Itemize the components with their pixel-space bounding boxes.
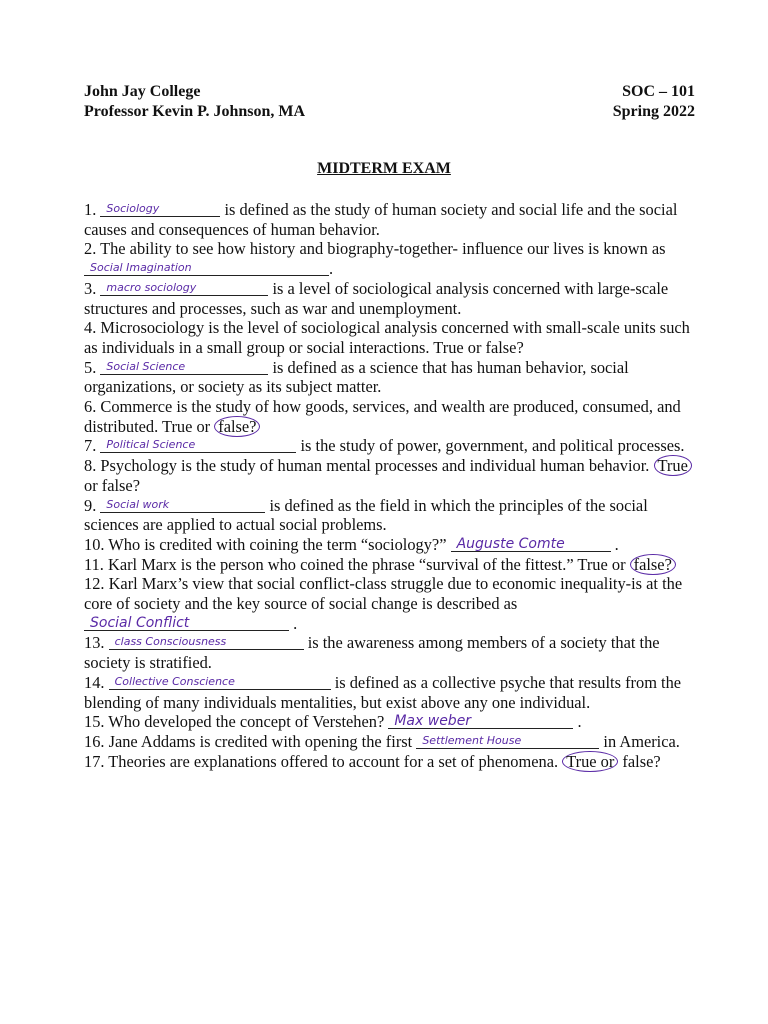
professor-name: Professor Kevin P. Johnson, MA xyxy=(84,103,306,120)
question-6: 6. Commerce is the study of how goods, services, and wealth are produced, consumed, and distributed. True or false? xyxy=(84,397,681,436)
answer-blank-15[interactable] xyxy=(388,712,573,729)
handwritten-answer-3: macro sociology xyxy=(106,280,197,294)
question-list xyxy=(84,200,694,771)
question-5: 5. Social Science is defined as a science that has human behavior, social organizations, or society as its subject matter. xyxy=(84,357,629,397)
term: Spring 2022 xyxy=(612,103,695,120)
course-code: SOC – 101 xyxy=(622,83,695,100)
answer-blank-5[interactable] xyxy=(100,358,268,375)
circled-answer-17[interactable]: True or xyxy=(562,751,618,772)
handwritten-answer-7: Political Science xyxy=(106,438,196,452)
question-7: 7. Political Science is the study of power, government, and political processes. xyxy=(84,436,685,456)
question-8: 8. Psychology is the study of human mental processes and individual human behavior. True or false? xyxy=(84,456,694,495)
handwritten-answer-2: Social Imagination xyxy=(90,261,192,275)
handwritten-answer-1: Sociology xyxy=(106,202,160,215)
header-right xyxy=(613,82,695,122)
answer-blank-12[interactable] xyxy=(84,614,289,631)
question-10: 10. Who is credited with coining the term “sociology?” Auguste Comte . xyxy=(84,534,619,554)
college-name: John Jay College xyxy=(84,83,201,100)
answer-blank-14[interactable] xyxy=(109,673,331,690)
handwritten-answer-16: Settlement House xyxy=(422,733,522,747)
answer-blank-9[interactable] xyxy=(100,496,265,513)
question-17: 17. Theories are explanations offered to account for a set of phenomena. True or false? xyxy=(84,751,661,771)
handwritten-answer-9: Social work xyxy=(106,497,170,511)
question-12: 12. Karl Marx’s view that social conflict-class struggle due to economic inequality-is at the core of society and the key source of social change is described as Social Conflict . xyxy=(84,574,683,633)
handwritten-answer-5: Social Science xyxy=(106,359,186,373)
handwritten-answer-15: Max weber xyxy=(394,713,472,730)
answer-blank-16[interactable] xyxy=(416,732,599,749)
circled-answer-11[interactable]: false? xyxy=(630,554,676,575)
question-3: 3. macro sociology is a level of sociological analysis concerned with large-scale structures and processes, such as war and unemployment. xyxy=(84,278,669,318)
answer-blank-10[interactable] xyxy=(451,535,611,552)
answer-blank-13[interactable] xyxy=(109,633,304,650)
question-9: 9. Social work is defined as the field in which the principles of the social sciences are applied to actual social problems. xyxy=(84,495,648,535)
answer-blank-3[interactable] xyxy=(100,279,268,296)
question-14: 14. Collective Conscience is defined as a collective psyche that results from the blending of many individuals mentalities, but exist above any one individual. xyxy=(84,672,682,712)
question-15: 15. Who developed the concept of Verstehen? Max weber . xyxy=(84,712,582,732)
answer-blank-7[interactable] xyxy=(100,436,296,453)
question-4: 4. Microsociology is the level of sociological analysis concerned with small-scale units such as individuals in a small group or social interactions. True or false? xyxy=(84,318,690,357)
exam-title: MIDTERM EXAM xyxy=(317,160,451,177)
header-left xyxy=(84,82,305,122)
handwritten-answer-14: Collective Conscience xyxy=(114,674,235,688)
question-13: 13. class Consciousness is the awareness among members of a society that the society is stratified. xyxy=(84,633,660,673)
circled-answer-6[interactable]: false? xyxy=(214,416,260,437)
answer-blank-2[interactable] xyxy=(84,259,329,276)
question-1: 1. Sociology is defined as the study of human society and social life and the social causes and consequences of human behavior. xyxy=(84,200,678,239)
handwritten-answer-12: Social Conflict xyxy=(90,614,190,631)
answer-blank-1[interactable] xyxy=(100,200,220,217)
question-11: 11. Karl Marx is the person who coined the phrase “survival of the fittest.” True or false? xyxy=(84,555,694,575)
circled-answer-8[interactable]: True xyxy=(654,455,692,476)
question-2: 2. The ability to see how history and biography-together- influence our lives is known as Social Imagination . xyxy=(84,239,666,279)
handwritten-answer-13: class Consciousness xyxy=(114,635,227,649)
question-16: 16. Jane Addams is credited with opening the first Settlement House in America. xyxy=(84,731,680,751)
handwritten-answer-10: Auguste Comte xyxy=(456,535,565,552)
